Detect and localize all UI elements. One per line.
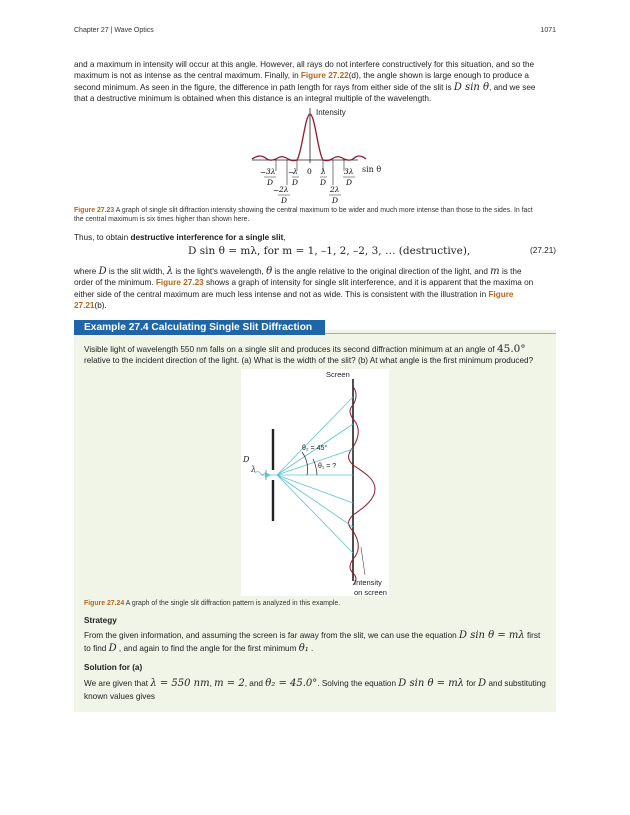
tick-label: D (292, 178, 299, 187)
inline-math: D sin θ (453, 81, 490, 93)
label-leader (361, 547, 365, 575)
screen-label: Screen (326, 370, 350, 379)
solution-paragraph: We are given that λ = 550 nm, m = 2, and θ₂ = 45.0°. Solving the equation D sin θ = mλ for D and substituting known values gives (84, 678, 546, 702)
tick-label: 3λ (344, 167, 354, 176)
tick-label: D (267, 178, 274, 187)
tick-label: − (273, 186, 280, 195)
example-problem: Visible light of wavelength 550 nm falls on a single slit and produces its second diffraction minimum at an angle of 45.0° relative to the incident direction of the light. (a) What is the width of the slit? (b) At what angle is the first minimum produced? (84, 343, 534, 366)
wave-icon (255, 472, 265, 475)
tick-label: D (320, 178, 327, 187)
intro-line: second minimum. As seen in the figure, the difference in path length for rays from either side of the slit is D sin θ, and we see (74, 81, 536, 93)
tick-label: − (288, 168, 295, 177)
tick-label: − (260, 168, 267, 177)
figure-caption: Figure 27.24 A graph of the single slit diffraction pattern is analyzed in this example. (84, 600, 341, 607)
x-axis-label: sin θ (362, 165, 382, 174)
intro-paragraph (74, 59, 556, 104)
where-paragraph: where D is the slit width, λ is the light's wavelength, θ is the angle relative to the original direction of the light, and m is the order of the minimum. Figure 27.23 shows a graph of intensity for single slit interference, and it is apparent that the maxima on either side of the central maximum are much less intense and not as wide. This is consistent with the illustration in Figure 27.21(b). (74, 266, 534, 310)
strategy-paragraph: From the given information, and assuming the screen is far away from the slit, we can use the equation D sin θ = mλ first to find D , and again to find the angle for the first minimum θ₁ . (84, 630, 541, 655)
intensity-graph (240, 105, 390, 205)
slit-diagram (241, 369, 389, 596)
intro-line: and a maximum in intensity will occur at this angle. However, all rays do not interfere constructively for this situation, and so the (74, 60, 535, 69)
figure-link[interactable]: Figure (488, 289, 514, 299)
tick-label: 0 (307, 167, 312, 176)
equation-lead: Thus, to obtain destructive interference for a single slit, (74, 233, 286, 242)
tick-label: D (332, 196, 339, 205)
intensity-label: Intensity on screen (354, 578, 387, 597)
tick-label: D (346, 178, 353, 187)
tick-label: 2λ (330, 185, 340, 194)
theta2-label: θ₂ = 45° (302, 445, 328, 452)
figure-link[interactable]: Figure 27.23 (155, 278, 204, 288)
arrow-icon (265, 472, 271, 478)
intro-line: that a destructive minimum is obtained when this distance is an integral multiple of the wavelength. (74, 93, 432, 103)
intro-line: maximum is not as intense as the central maximum. Finally, in Figure 27.22(d), the angle shown is large enough to produce a (74, 71, 529, 81)
slit-width-label: D (243, 455, 250, 464)
equation-number: (27.21) (530, 246, 556, 255)
figure-caption: Figure 27.23 A graph of single slit diffraction intensity showing the central maximum to be wider and much more intense than those to the sides. In fact the central maximum is six times higher than shown here. (74, 207, 533, 223)
caption-label: Figure 27.23 (74, 207, 115, 214)
tick-label: 2λ (279, 185, 289, 194)
tick-label: 3λ (266, 167, 276, 176)
strategy-heading: Strategy (84, 616, 117, 625)
example-title: Example 27.4 Calculating Single Slit Diffraction (74, 320, 325, 335)
tick-label: λ (293, 167, 298, 176)
caption-label: Figure 27.24 (84, 600, 125, 607)
tick-label: λ (321, 167, 326, 176)
chapter-header: Chapter 27 | Wave Optics (74, 27, 154, 34)
wavelength-label: λ (251, 465, 257, 474)
figure-link[interactable]: Figure 27.22 (300, 71, 349, 81)
intensity-curve (252, 114, 366, 161)
theta1-label: θ₁ = ? (318, 463, 337, 470)
page-number: 1071 (540, 27, 556, 34)
solution-heading: Solution for (a) (84, 663, 143, 672)
figure-link[interactable]: 27.21 (74, 300, 95, 310)
tick-label: D (281, 196, 288, 205)
y-axis-label: Intensity (316, 108, 346, 117)
equation-27-21: D sin θ = mλ, for m = 1, –1, 2, –2, 3, … (destructive), (188, 245, 471, 257)
